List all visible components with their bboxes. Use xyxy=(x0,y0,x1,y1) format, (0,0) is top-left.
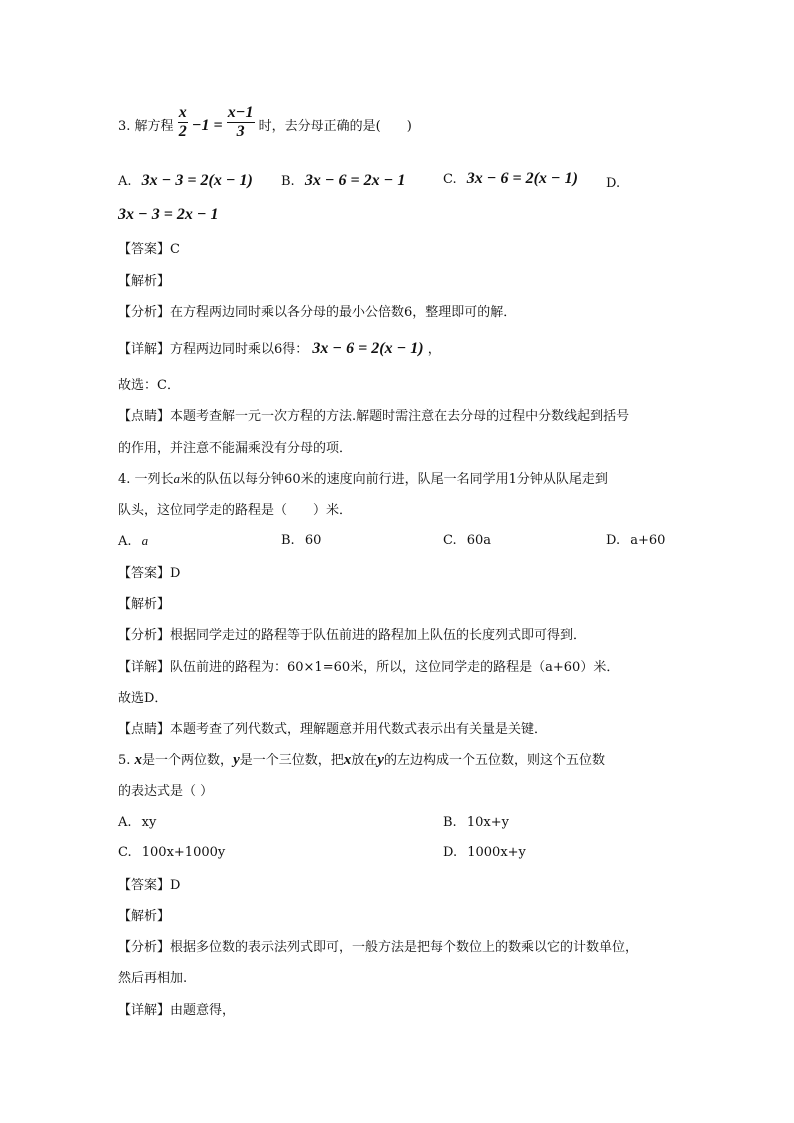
q5-stem-line1 xyxy=(118,749,605,769)
q5-option-a xyxy=(118,815,156,830)
q3-stem xyxy=(118,104,412,145)
q3-xiangjie-expr: 3x − 6 = 2(x − 1) xyxy=(312,340,424,357)
q5-var-x: x xyxy=(134,752,143,768)
q3-frac-left-num: x xyxy=(178,104,187,121)
q5-option-d-expr: 1000x+y xyxy=(467,845,526,860)
q5-analysis-title: 【解析】 xyxy=(118,909,171,924)
q3-option-d-expr: 3x − 3 = 2x − 1 xyxy=(118,206,219,223)
q5-option-d-label: D. xyxy=(443,845,458,860)
q4-stem-a: 4. 一列长 xyxy=(118,472,174,487)
q4-xiangjie: 【详解】队伍前进的路程为：60×1=60米，所以，这位同学走的路程是（a+60）米． xyxy=(118,660,620,675)
q5-option-b-expr: 10x+y xyxy=(466,815,509,830)
q4-option-a xyxy=(118,533,148,549)
q3-option-d xyxy=(606,176,620,191)
q3-xiangjie-prefix: 【详解】方程两边同时乘以6得： xyxy=(118,342,309,357)
q3-guxuan: 故选：C． xyxy=(118,378,180,393)
q5-stem-b: 是一个两位数， xyxy=(142,753,234,768)
q4-stem-line1 xyxy=(118,468,608,487)
q3-prefix: 解方程 xyxy=(134,119,174,134)
q3-option-c xyxy=(443,170,578,188)
q5-option-b xyxy=(443,815,509,830)
q4-option-b-expr: 60 xyxy=(304,533,322,548)
q5-option-c xyxy=(118,845,225,860)
q4-option-a-expr: a xyxy=(141,533,149,548)
q4-stem-b: 米的队伍以每分钟60米的速度向前行进，队尾一名同学用1分钟从队尾走到 xyxy=(180,472,608,487)
q4-option-b-label: B. xyxy=(281,533,295,548)
q3-minus-one-eq: −1 = xyxy=(191,117,223,134)
q5-stem-line2: 的表达式是（ ） xyxy=(118,784,214,799)
q5-fenxi-2: 然后再相加. xyxy=(118,971,188,986)
q5-option-a-expr: xy xyxy=(141,815,157,830)
q5-option-c-expr: 100x+1000y xyxy=(141,845,226,860)
q3-fraction-right xyxy=(227,104,255,141)
q3-option-d-label: D. xyxy=(606,176,621,191)
q5-option-d xyxy=(443,845,526,860)
q3-xiangjie xyxy=(118,338,441,358)
q3-option-c-expr: 3x − 6 = 2(x − 1) xyxy=(466,170,578,187)
q3-option-b-label: B. xyxy=(281,174,295,189)
q4-option-d xyxy=(606,533,665,548)
q3-option-a-label: A. xyxy=(118,174,132,189)
q3-option-a-expr: 3x − 3 = 2(x − 1) xyxy=(141,172,253,189)
q5-stem-a: 5. xyxy=(118,753,135,768)
q3-analysis-title: 【解析】 xyxy=(118,274,171,289)
q4-option-c xyxy=(443,533,491,548)
q5-option-c-label: C. xyxy=(118,845,132,860)
q3-option-b-expr: 3x − 6 = 2x − 1 xyxy=(304,172,406,189)
q3-number: 3. xyxy=(118,119,131,134)
q4-answer: 【答案】D xyxy=(118,566,181,581)
q3-fraction-left xyxy=(178,104,188,141)
q5-fenxi-1: 【分析】根据多位数的表示法列式即可，一般方法是把每个数位上的数乘以它的计数单位， xyxy=(118,940,639,955)
q4-dianjing: 【点睛】本题考查了列代数式，理解题意并用代数式表示出有关量是关键． xyxy=(118,722,548,737)
q3-xiangjie-suffix: ， xyxy=(427,342,441,357)
q4-option-d-expr: a+60 xyxy=(630,533,666,548)
q4-option-d-label: D. xyxy=(606,533,621,548)
q5-xiangjie: 【详解】由题意得， xyxy=(118,1003,236,1018)
q5-stem-d: 放在 xyxy=(351,753,378,768)
q4-option-c-label: C. xyxy=(443,533,457,548)
q5-stem-c: 是一个三位数，把 xyxy=(239,753,344,768)
q5-option-a-label: A. xyxy=(118,815,132,830)
q3-option-a xyxy=(118,172,253,190)
q3-dianjing-1: 【点睛】本题考查解一元一次方程的方法.解题时需注意在去分母的过程中分数线起到括号 xyxy=(118,409,630,424)
q5-option-b-label: B. xyxy=(443,815,457,830)
q3-dianjing-2: 的作用，并注意不能漏乘没有分母的项． xyxy=(118,441,353,456)
q5-var-y: y xyxy=(233,752,240,768)
q5-var-y-2: y xyxy=(377,752,384,768)
q4-var-a: a xyxy=(173,471,181,486)
q3-answer: 【答案】C xyxy=(118,242,180,257)
q4-stem-line2: 队头，这位同学走的路程是（ ）米． xyxy=(118,503,353,518)
q5-var-x-2: x xyxy=(343,752,352,768)
q3-frac-left-den: 2 xyxy=(178,123,187,140)
q4-analysis-title: 【解析】 xyxy=(118,597,171,612)
q3-fenxi: 【分析】在方程两边同时乘以各分母的最小公倍数6，整理即可的解． xyxy=(118,305,517,320)
q3-frac-right-den: 3 xyxy=(236,123,245,140)
q3-frac-right-num: x−1 xyxy=(227,104,254,121)
q4-option-a-label: A. xyxy=(118,534,132,549)
q5-answer: 【答案】D xyxy=(118,878,181,893)
q3-option-c-label: C. xyxy=(443,172,457,187)
q3-suffix: 时，去分母正确的是( ) xyxy=(258,119,412,134)
q4-option-b xyxy=(281,533,321,548)
q4-fenxi: 【分析】根据同学走过的路程等于队伍前进的路程加上队伍的长度列式即可得到． xyxy=(118,628,587,643)
q4-option-c-expr: 60a xyxy=(466,533,492,548)
q3-option-b xyxy=(281,172,405,190)
q4-guxuan: 故选D． xyxy=(118,691,168,706)
q5-stem-e: 的左边构成一个五位数，则这个五位数 xyxy=(383,753,605,768)
